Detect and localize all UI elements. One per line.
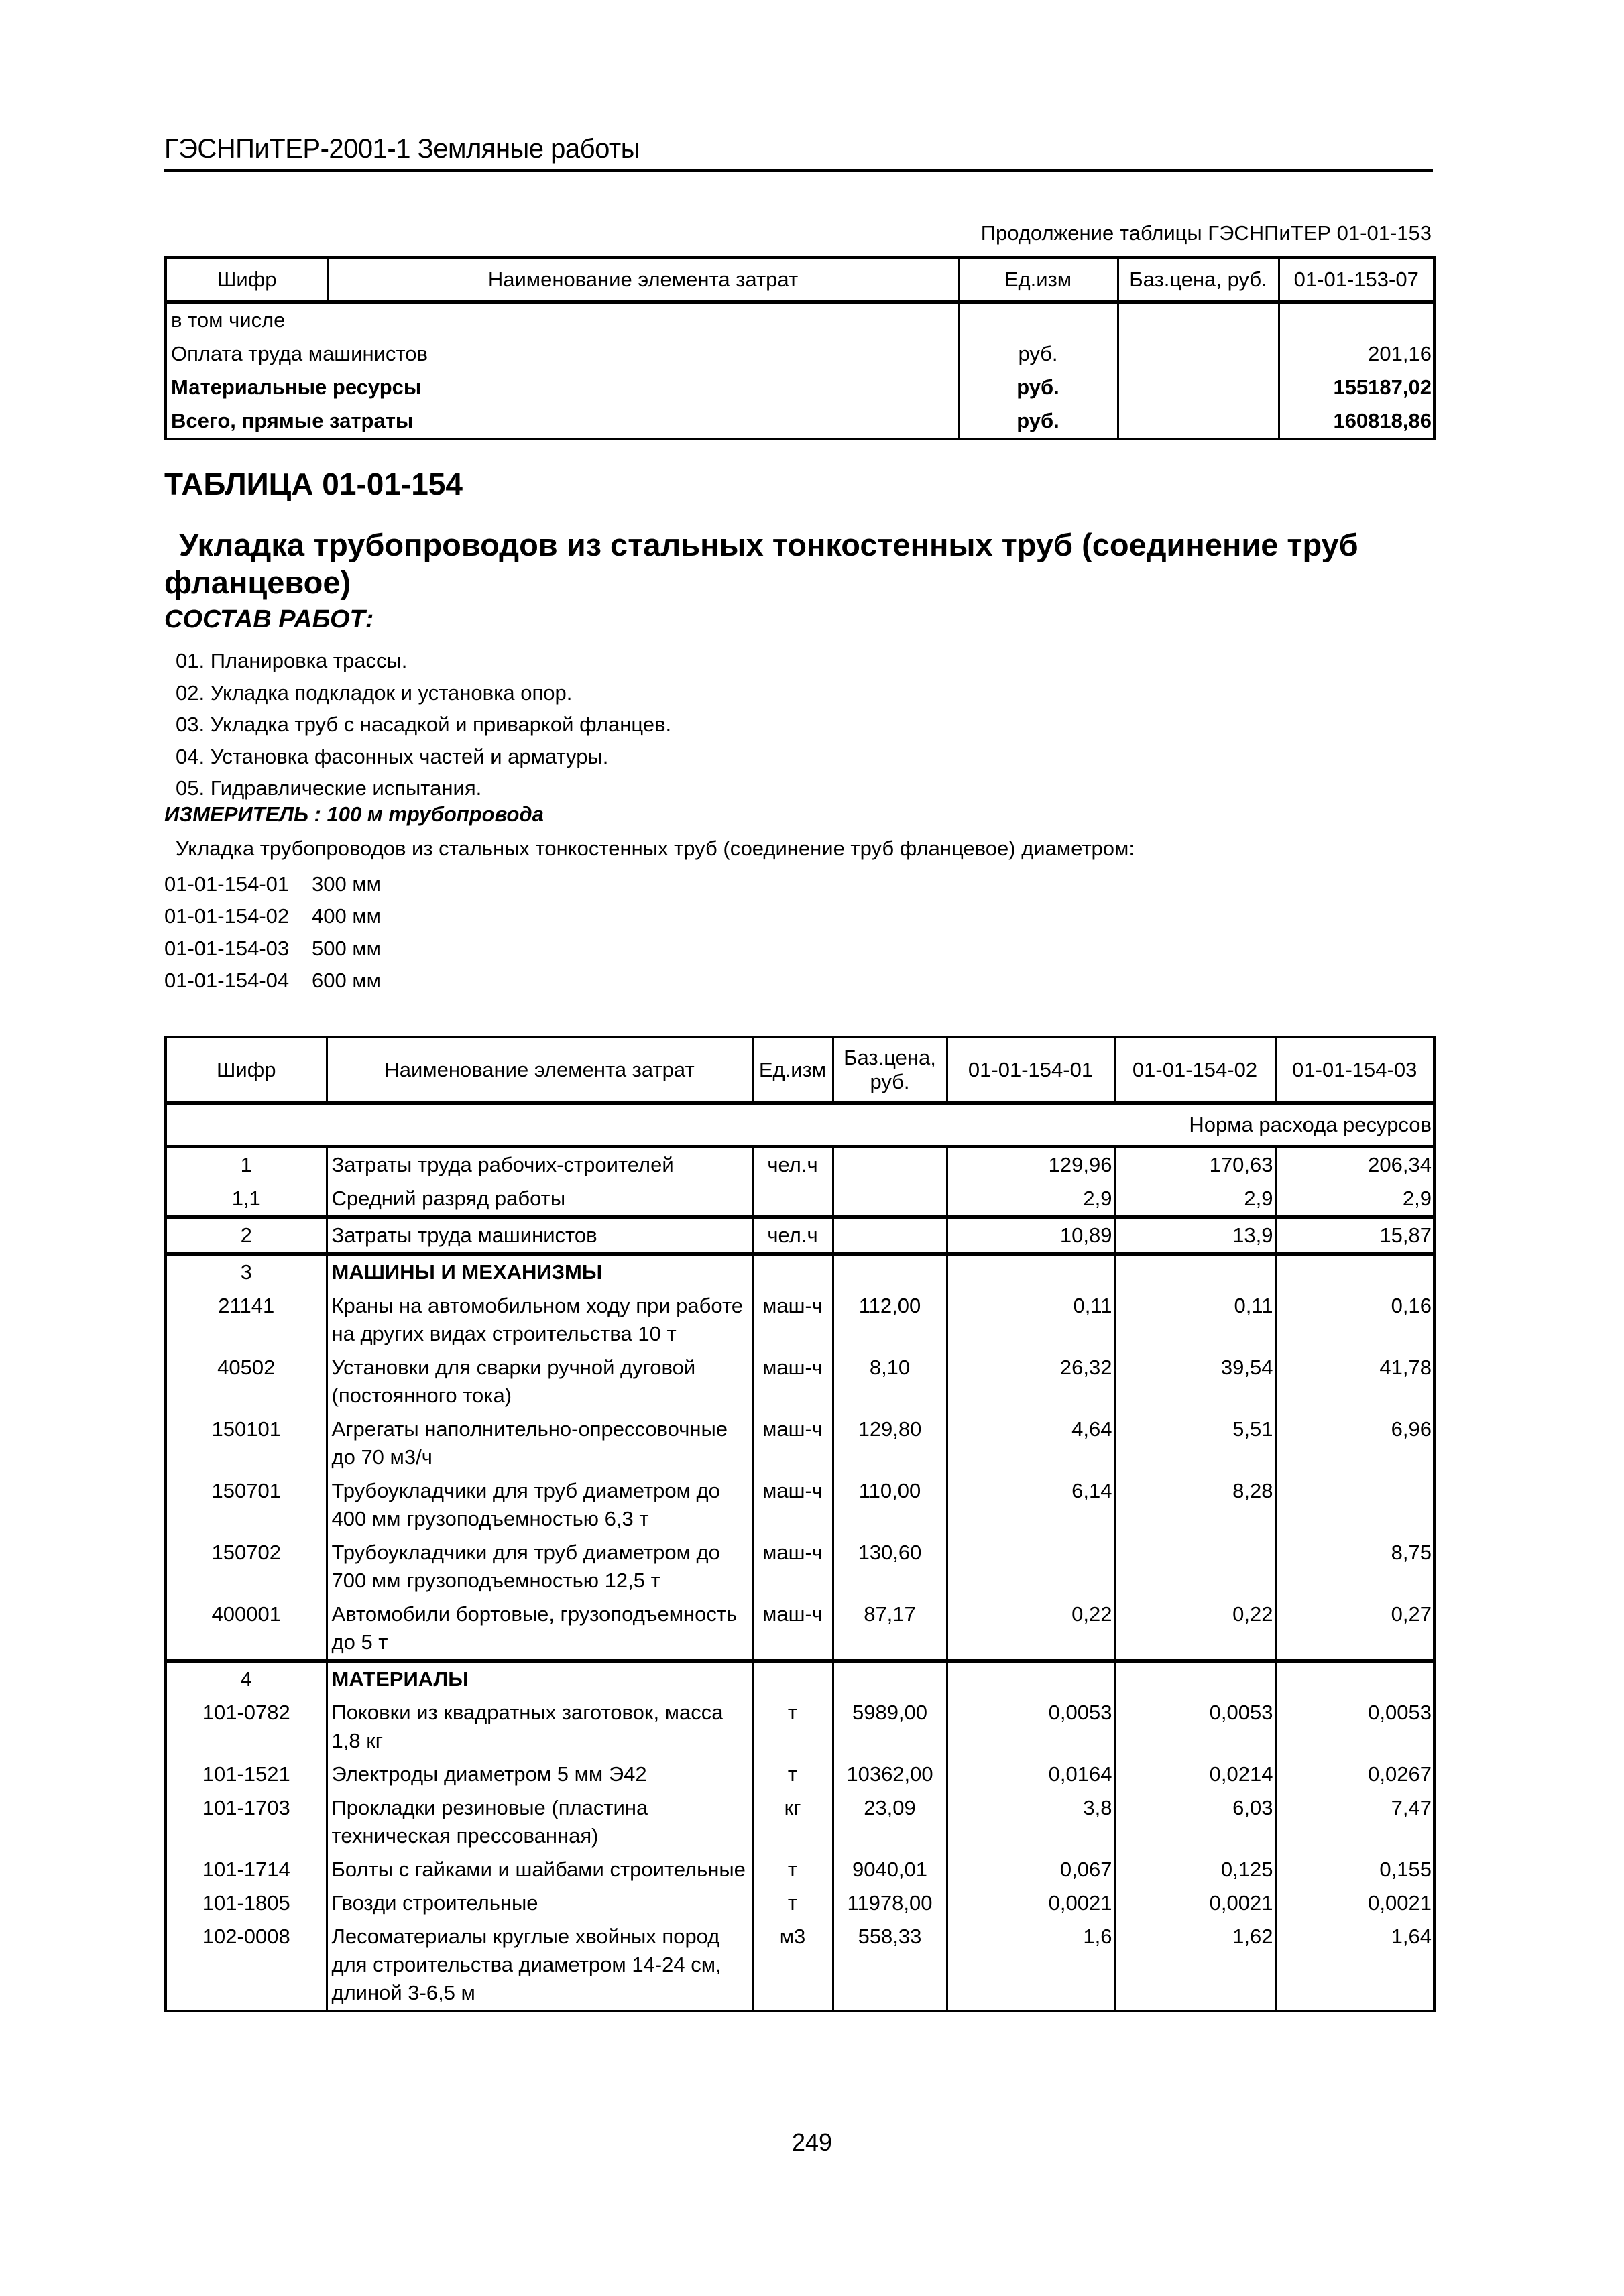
table-row [166,1289,1434,1351]
cell-code: 1,1 [166,1182,327,1217]
cell-v2: 6,03 [1114,1791,1275,1853]
row-unit: руб. [958,337,1118,371]
table-row [166,1147,1434,1183]
cell-v3: 8,75 [1275,1536,1434,1597]
cell-v1: 0,0021 [947,1886,1114,1920]
cell-v2: 0,0021 [1114,1886,1275,1920]
work-item: 04. Установка фасонных частей и арматуры. [176,744,609,768]
table-row [166,1886,1434,1920]
cell-code: 102-0008 [166,1920,327,2011]
cell-price [833,1254,947,1290]
cell-v3: 0,0021 [1275,1886,1434,1920]
cell-v3: 2,9 [1275,1182,1434,1217]
cell-v3: 0,27 [1275,1597,1434,1661]
cell-v3: 41,78 [1275,1351,1434,1412]
cell-v3: 0,16 [1275,1289,1434,1351]
table-title: ТАБЛИЦА 01-01-154 [164,467,463,501]
variant-code: 01-01-154-01 [164,872,290,896]
cell-v2: 8,28 [1114,1474,1275,1536]
row-price [1118,337,1279,371]
cell-unit [752,1661,833,1697]
variant-code: 01-01-154-04 [164,969,290,992]
work-item: 01. Планировка трассы. [176,649,408,672]
table-row [166,1696,1434,1758]
cell-name: Трубоукладчики для труб диаметром до 400 мм грузоподъемностью 6,3 т [327,1474,752,1536]
cell-v3: 0,0267 [1275,1758,1434,1791]
cell-unit: т [752,1853,833,1886]
cell-unit: чел.ч [752,1217,833,1254]
cell-name: Электроды диаметром 5 мм Э42 [327,1758,752,1791]
cell-price [833,1182,947,1217]
cell-name: Затраты труда машинистов [327,1217,752,1254]
cell-name: Прокладки резиновые (пластина техническая прессованная) [327,1791,752,1853]
cell-code: 101-1714 [166,1853,327,1886]
cell-v2: 5,51 [1114,1412,1275,1474]
col-header-variant: 01-01-153-07 [1279,257,1434,302]
cell-code: 150702 [166,1536,327,1597]
cell-price: 23,09 [833,1791,947,1853]
col-header-variant-1: 01-01-154-01 [947,1037,1114,1103]
continuation-table [164,256,1436,440]
cell-code: 21141 [166,1289,327,1351]
table-row [166,302,1434,338]
cell-unit: кг [752,1791,833,1853]
continuation-caption: Продолжение таблицы ГЭСНПиТЕР 01-01-153 [980,221,1432,245]
cell-v1: 6,14 [947,1474,1114,1536]
cell-price [833,1147,947,1183]
cell-unit: маш-ч [752,1597,833,1661]
table-row [166,1182,1434,1217]
cell-code: 101-1805 [166,1886,327,1920]
cell-v3: 206,34 [1275,1147,1434,1183]
row-label: Всего, прямые затраты [166,404,958,439]
cell-price: 11978,00 [833,1886,947,1920]
cell-v1: 26,32 [947,1351,1114,1412]
cell-price: 112,00 [833,1289,947,1351]
cell-price [833,1217,947,1254]
variant-intro: Укладка трубопроводов из стальных тонкостенных труб (соединение труб фланцевое) диаметром: [176,837,1135,860]
cell-unit: маш-ч [752,1412,833,1474]
cell-unit: м3 [752,1920,833,2011]
cell-code: 150701 [166,1474,327,1536]
cell-v2: 2,9 [1114,1182,1275,1217]
norma-row [166,1103,1434,1147]
cell-code: 150101 [166,1412,327,1474]
cell-name: Трубоукладчики для труб диаметром до 700 мм грузоподъемностью 12,5 т [327,1536,752,1597]
running-head: ГЭСНПиТЕР-2001-1 Земляные работы [164,134,640,164]
cell-code: 400001 [166,1597,327,1661]
cell-v1: 0,0053 [947,1696,1114,1758]
cell-code: 3 [166,1254,327,1290]
row-unit [958,302,1118,338]
cell-v3: 0,0053 [1275,1696,1434,1758]
row-label: в том числе [166,302,958,338]
cell-code: 101-1521 [166,1758,327,1791]
cell-name: Поковки из квадратных заготовок, масса 1,8 кг [327,1696,752,1758]
cell-v3 [1275,1474,1434,1536]
cell-v3: 0,155 [1275,1853,1434,1886]
resource-table [164,1036,1436,2012]
cell-name: Автомобили бортовые, грузоподъемность до 5 т [327,1597,752,1661]
cell-price: 5989,00 [833,1696,947,1758]
work-item: 05. Гидравлические испытания. [176,776,482,800]
cell-name: Гвозди строительные [327,1886,752,1920]
cell-v3: 1,64 [1275,1920,1434,2011]
cell-v3 [1275,1254,1434,1290]
cell-v1: 0,11 [947,1289,1114,1351]
table-row [166,1217,1434,1254]
col-header-variant-2: 01-01-154-02 [1114,1037,1275,1103]
cell-v2: 170,63 [1114,1147,1275,1183]
cell-unit: маш-ч [752,1536,833,1597]
cell-v2: 13,9 [1114,1217,1275,1254]
cell-v1 [947,1254,1114,1290]
cell-v2: 0,22 [1114,1597,1275,1661]
row-unit: руб. [958,371,1118,404]
header-rule [164,169,1433,172]
cell-unit: т [752,1886,833,1920]
cell-v1 [947,1536,1114,1597]
cell-code: 2 [166,1217,327,1254]
table-row [166,1920,1434,2011]
table-row [166,404,1434,439]
cell-name: Агрегаты наполнительно-опрессовочные до 70 м3/ч [327,1412,752,1474]
col-header-variant-3: 01-01-154-03 [1275,1037,1434,1103]
cell-price: 130,60 [833,1536,947,1597]
cell-v2 [1114,1536,1275,1597]
cell-unit: т [752,1758,833,1791]
cell-v3: 15,87 [1275,1217,1434,1254]
cell-v2: 1,62 [1114,1920,1275,2011]
table-subtitle: Укладка трубопроводов из стальных тонкостенных труб (соединение труб фланцевое) [164,527,1358,600]
work-list [176,645,671,804]
cell-v2 [1114,1661,1275,1697]
cell-price: 110,00 [833,1474,947,1536]
variant-list [164,868,381,997]
cell-price: 129,80 [833,1412,947,1474]
table-row [166,1853,1434,1886]
table-row [166,1474,1434,1536]
cell-name: Болты с гайками и шайбами строительные [327,1853,752,1886]
variant-size: 600 мм [312,969,381,992]
cell-price [833,1661,947,1697]
cell-unit [752,1254,833,1290]
cell-name: Установки для сварки ручной дуговой (постоянного тока) [327,1351,752,1412]
resource-header-row [166,1037,1434,1103]
cell-v1: 10,89 [947,1217,1114,1254]
row-price [1118,371,1279,404]
cell-unit: маш-ч [752,1351,833,1412]
cell-unit: чел.ч [752,1147,833,1183]
cell-name: Краны на автомобильном ходу при работе на других видах строительства 10 т [327,1289,752,1351]
measure-unit: ИЗМЕРИТЕЛЬ : 100 м трубопровода [164,802,544,826]
row-price [1118,404,1279,439]
row-value: 155187,02 [1279,371,1434,404]
col-header-unit: Ед.изм [752,1037,833,1103]
cell-v1: 4,64 [947,1412,1114,1474]
cell-unit: маш-ч [752,1289,833,1351]
cell-price: 10362,00 [833,1758,947,1791]
cell-v2: 39,54 [1114,1351,1275,1412]
col-header-code: Шифр [166,1037,327,1103]
variant-size: 300 мм [312,872,381,896]
variant-item [164,900,381,932]
cell-name: Лесоматериалы круглые хвойных пород для строительства диаметром 14-24 см, длиной 3-6,5 м [327,1920,752,2011]
cell-v2: 0,0053 [1114,1696,1275,1758]
work-item: 03. Укладка труб с насадкой и приваркой фланцев. [176,713,672,736]
table-row [166,1536,1434,1597]
variant-item [164,868,381,900]
table-row [166,1412,1434,1474]
table-row [166,1597,1434,1661]
cell-code: 1 [166,1147,327,1183]
row-price [1118,302,1279,338]
variant-item [164,932,381,965]
cell-v1: 0,067 [947,1853,1114,1886]
cell-v2 [1114,1254,1275,1290]
cell-code: 4 [166,1661,327,1697]
col-header-price: Баз.цена, руб. [833,1037,947,1103]
table-row [166,371,1434,404]
cell-price: 8,10 [833,1351,947,1412]
cell-v1: 2,9 [947,1182,1114,1217]
row-label: Оплата труда машинистов [166,337,958,371]
work-item: 02. Укладка подкладок и установка опор. [176,680,573,705]
cell-name: МАШИНЫ И МЕХАНИЗМЫ [327,1254,752,1290]
cell-v2: 0,11 [1114,1289,1275,1351]
variant-size: 400 мм [312,904,381,928]
cell-v1 [947,1661,1114,1697]
cell-price: 87,17 [833,1597,947,1661]
variant-size: 500 мм [312,936,381,960]
col-header-unit: Ед.изм [958,257,1118,302]
cell-unit [752,1182,833,1217]
work-composition-label: СОСТАВ РАБОТ: [164,605,374,633]
cell-name: Средний разряд работы [327,1182,752,1217]
row-value [1279,302,1434,338]
cell-v1: 0,22 [947,1597,1114,1661]
table-row [166,1351,1434,1412]
cell-v3: 6,96 [1275,1412,1434,1474]
cell-name: Затраты труда рабочих-строителей [327,1147,752,1183]
cell-v1: 0,0164 [947,1758,1114,1791]
table-row [166,1791,1434,1853]
section-row [166,1661,1434,1697]
cell-v2: 0,0214 [1114,1758,1275,1791]
page-number: 249 [791,2128,833,2156]
norma-label: Норма расхода ресурсов [166,1103,1434,1147]
variant-item [164,965,381,997]
cell-v3 [1275,1661,1434,1697]
variant-code: 01-01-154-02 [164,904,290,928]
col-header-name: Наименование элемента затрат [328,257,958,302]
col-header-price: Баз.цена, руб. [1118,257,1279,302]
cell-v1: 1,6 [947,1920,1114,2011]
cell-unit: т [752,1696,833,1758]
cell-name: МАТЕРИАЛЫ [327,1661,752,1697]
cell-v3: 7,47 [1275,1791,1434,1853]
cell-code: 101-0782 [166,1696,327,1758]
cell-v1: 129,96 [947,1147,1114,1183]
cell-unit: маш-ч [752,1474,833,1536]
row-value: 201,16 [1279,337,1434,371]
table-row [166,337,1434,371]
row-value: 160818,86 [1279,404,1434,439]
cell-v2: 0,125 [1114,1853,1275,1886]
cell-price: 9040,01 [833,1853,947,1886]
continuation-header-row [166,257,1434,302]
table-row [166,1758,1434,1791]
col-header-name: Наименование элемента затрат [327,1037,752,1103]
cell-code: 40502 [166,1351,327,1412]
cell-v1: 3,8 [947,1791,1114,1853]
row-unit: руб. [958,404,1118,439]
cell-price: 558,33 [833,1920,947,2011]
cell-code: 101-1703 [166,1791,327,1853]
variant-code: 01-01-154-03 [164,936,290,960]
row-label: Материальные ресурсы [166,371,958,404]
col-header-code: Шифр [166,257,328,302]
section-row [166,1254,1434,1290]
